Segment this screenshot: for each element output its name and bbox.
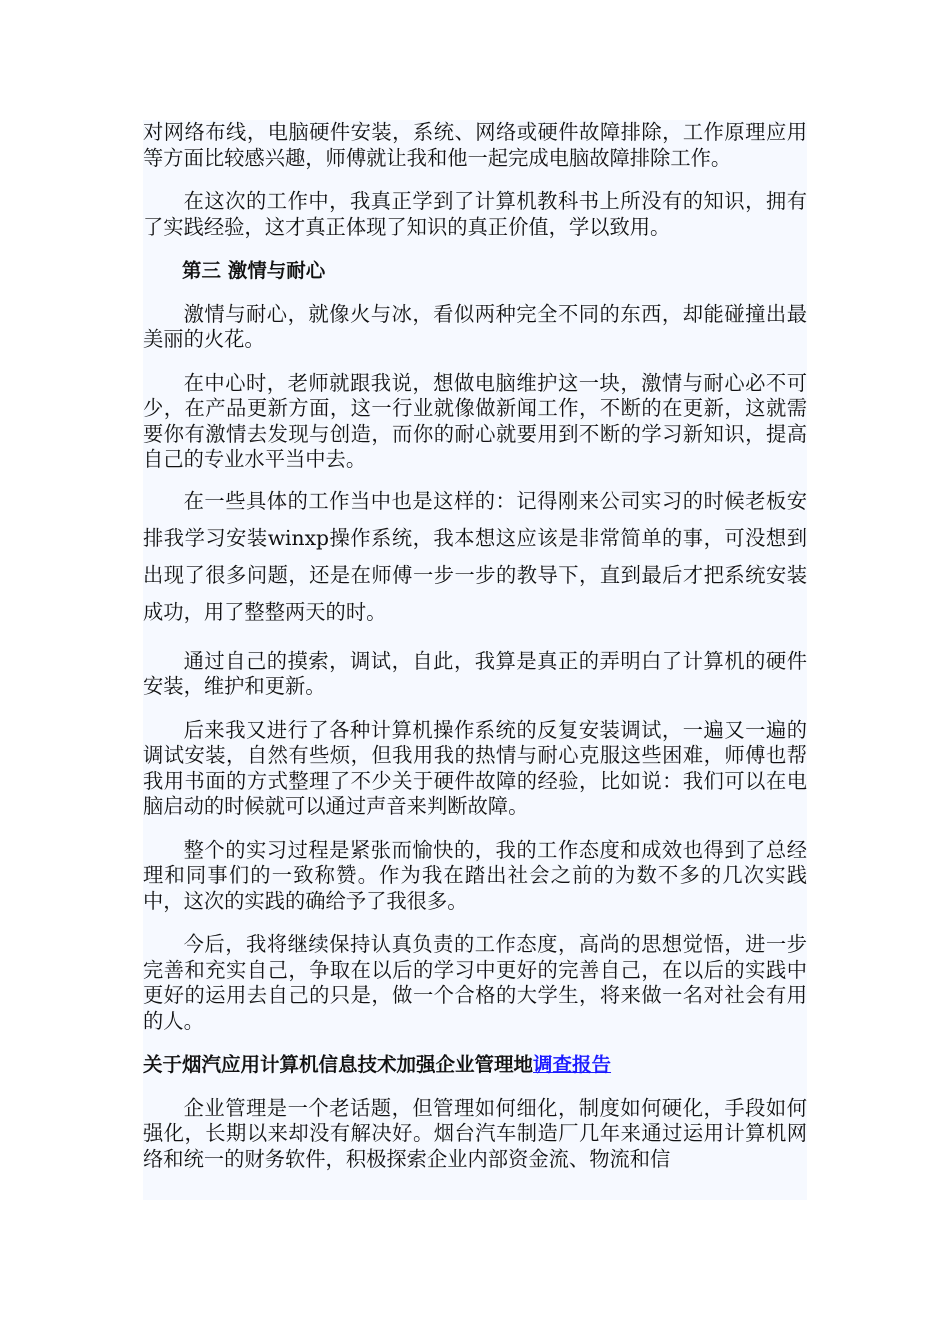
paragraph-7: 通过自己的摸索，调试，自此，我算是真正的弄明白了计算机的硬件安装，维护和更新。 <box>143 648 807 698</box>
report-title-text: 关于烟汽应用计算机信息技术加强企业管理地 <box>143 1053 534 1076</box>
paragraph-12: 企业管理是一个老话题，但管理如何细化，制度如何硬化，手段如何强化，长期以来却没有解决好。烟台汽车制造厂几年来通过运用计算机网络和统一的财务软件，积极探索企业内部资金流、物流和信 <box>143 1095 807 1171</box>
paragraph-6: 在一些具体的工作当中也是这样的：记得刚来公司实习的时候老板安排我学习安装winxp操作系统，我本想这应该是非常简单的事，可没想到出现了很多问题，还是在师傅一步一步的教导下，直到最后才把系统安装成功，用了整整两天的时。 <box>143 488 807 624</box>
paragraph-4: 激情与耐心，就像火与冰，看似两种完全不同的东西，却能碰撞出最美丽的火花。 <box>143 301 807 351</box>
paragraph-8: 后来我又进行了各种计算机操作系统的反复安装调试，一遍又一遍的调试安装，自然有些烦，但我用我的热情与耐心克服这些困难，师傅也帮我用书面的方式整理了不少关于硬件故障的经验，比如说：我们可以在电脑启动的时候就可以通过声音来判断故障。 <box>143 717 807 818</box>
paragraph-9: 整个的实习过程是紧张而愉快的，我的工作态度和成效也得到了总经理和同事们的一致称赞。作为我在踏出社会之前的为数不多的几次实践中，这次的实践的确给予了我很多。 <box>143 837 807 913</box>
paragraph-1: 对网络布线，电脑硬件安装，系统、网络或硬件故障排除，工作原理应用等方面比较感兴趣，师傅就让我和他一起完成电脑故障排除工作。 <box>143 120 807 170</box>
document-page <box>143 120 807 1172</box>
survey-report-link[interactable]: 调查报告 <box>533 1053 612 1076</box>
paragraph-2: 在这次的工作中，我真正学到了计算机教科书上所没有的知识，拥有了实践经验，这才真正体现了知识的真正价值，学以致用。 <box>143 189 807 239</box>
paragraph-10: 今后，我将继续保持认真负责的工作态度，高尚的思想觉悟，进一步完善和充实自己，争取在以后的学习中更好的完善自己，在以后的实践中更好的运用去自己的只是，做一个合格的大学生，将来做一名对社会有用的人。 <box>143 932 807 1033</box>
paragraph-5: 在中心时，老师就跟我说，想做电脑维护这一块，激情与耐心必不可少，在产品更新方面，这一行业就像做新闻工作，不断的在更新，这就需要你有激情去发现与创造，而你的耐心就要用到不断的学习新知识，提高自己的专业水平当中去。 <box>143 370 807 471</box>
report-title <box>143 1052 807 1078</box>
section-heading: 第三 激情与耐心 <box>182 259 326 282</box>
